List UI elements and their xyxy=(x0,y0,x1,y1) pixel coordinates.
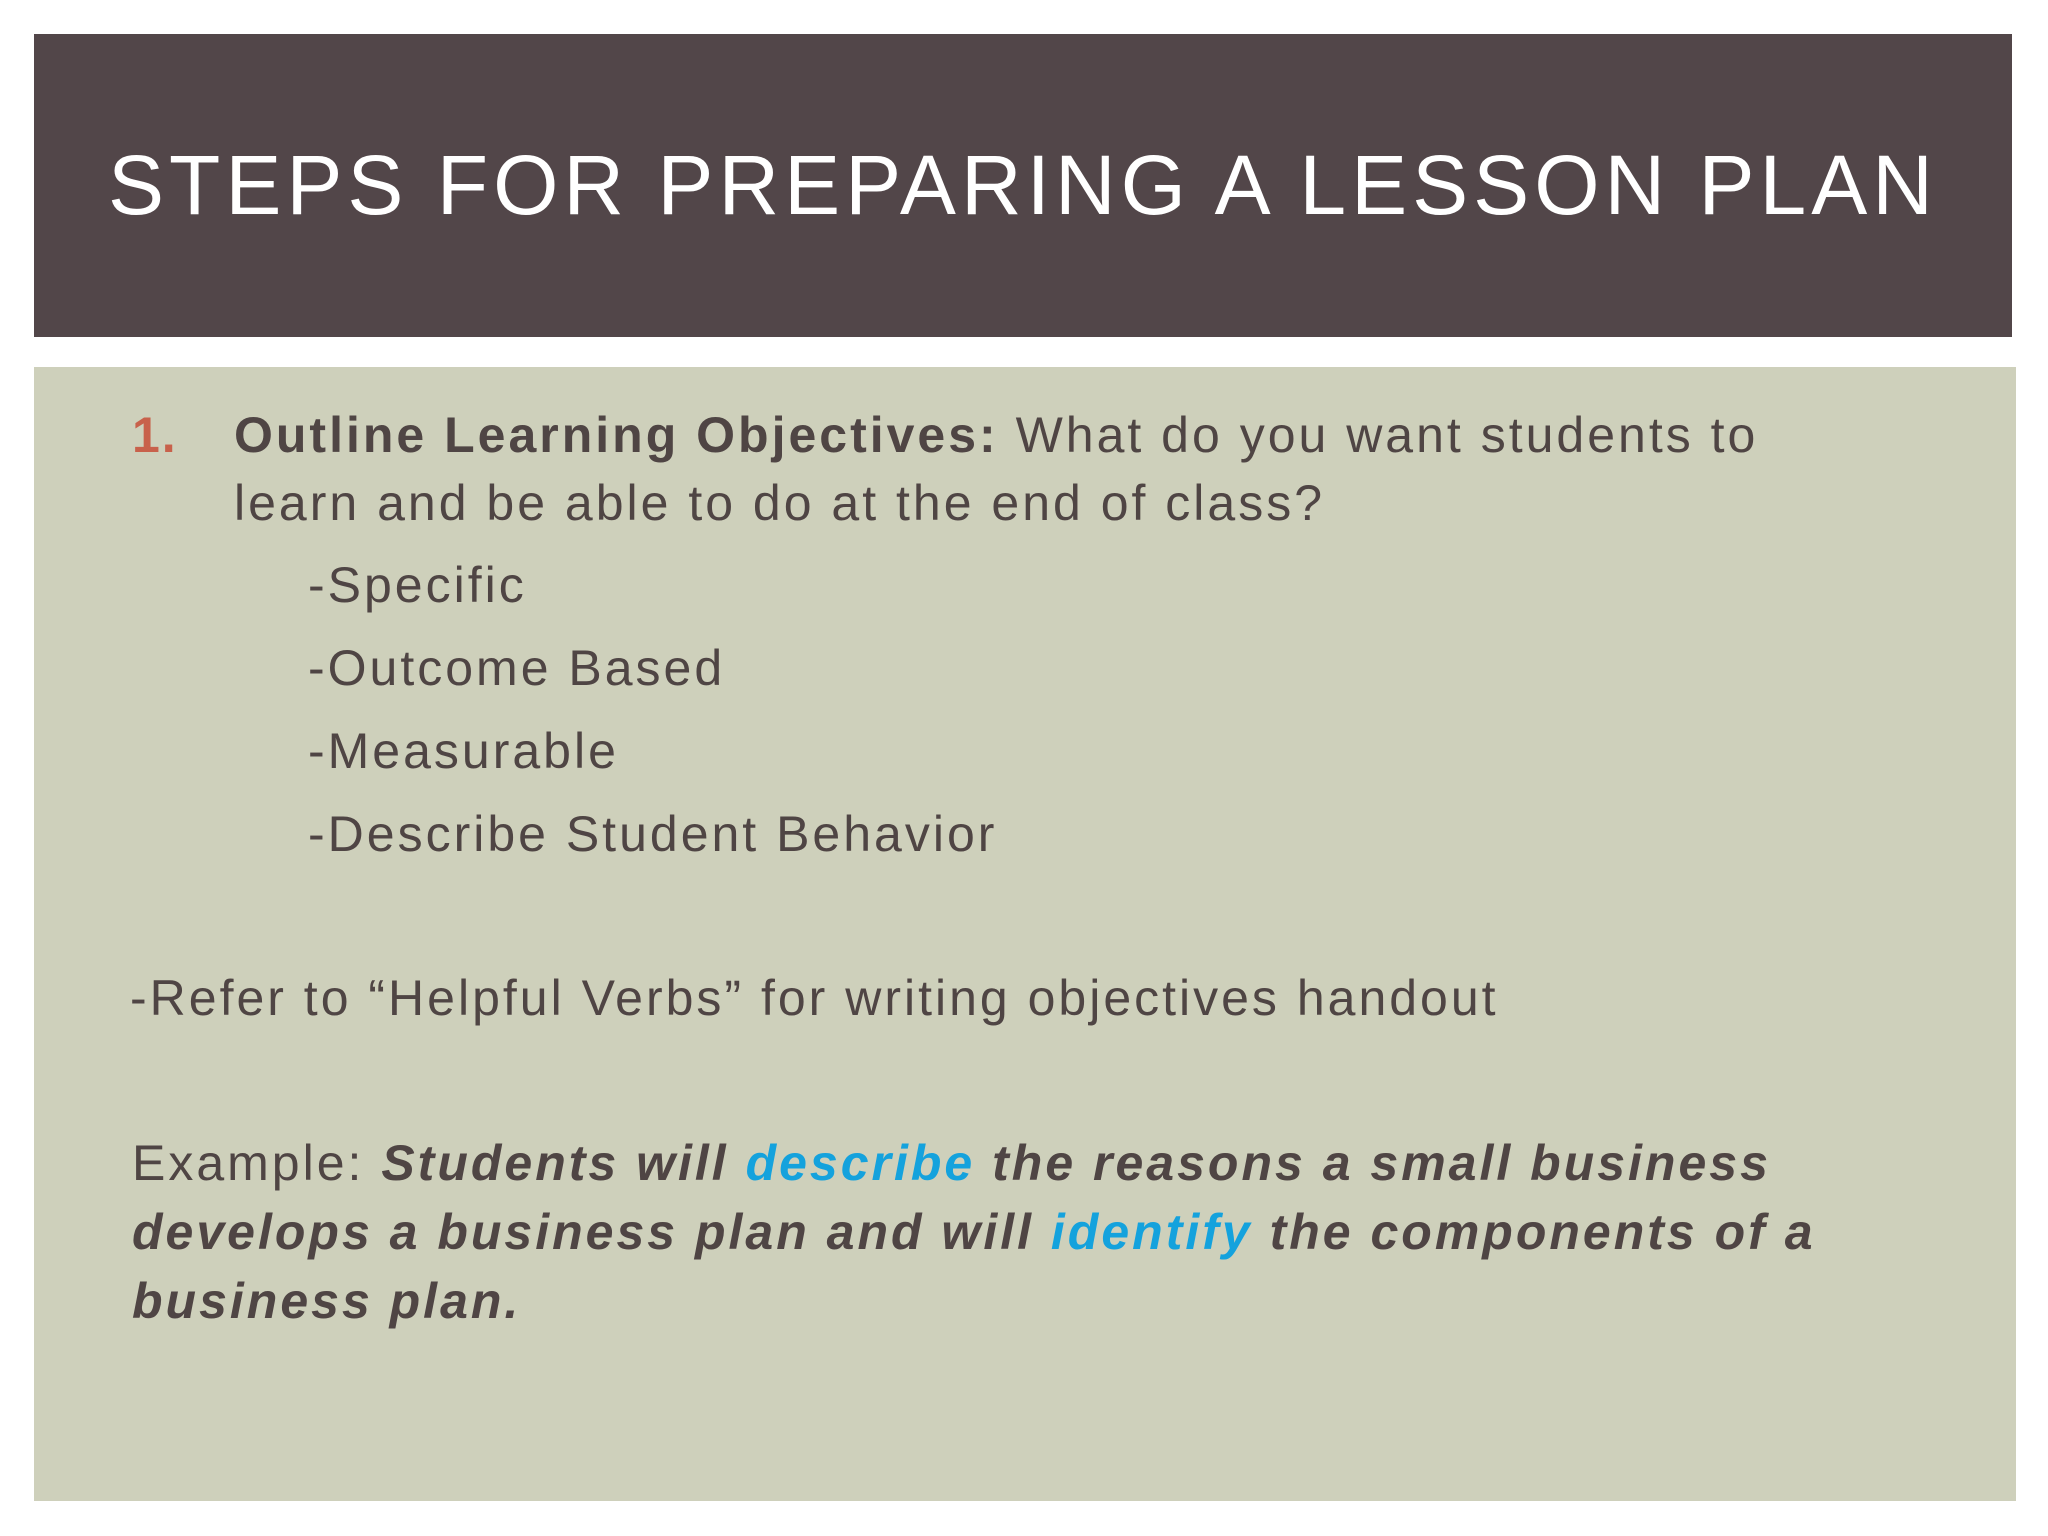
criteria-measurable: -Measurable xyxy=(308,723,619,779)
objective-heading: Outline Learning Objectives: xyxy=(234,407,999,463)
verb-describe: describe xyxy=(745,1135,976,1191)
example-text-1a: Students will xyxy=(381,1135,746,1191)
example-text-2b: the components of a xyxy=(1252,1204,1816,1260)
objective-question-part2: learn and be able to do at the end of class? xyxy=(234,475,1326,531)
criteria-specific: -Specific xyxy=(308,557,527,613)
example-line-3: business plan. xyxy=(132,1273,522,1329)
reference-note: -Refer to “Helpful Verbs” for writing objectives handout xyxy=(130,970,1499,1026)
example-text-1b: the reasons a small business xyxy=(975,1135,1771,1191)
criteria-describe-behavior: -Describe Student Behavior xyxy=(308,806,998,862)
title-bar xyxy=(34,34,2012,337)
list-number: 1. xyxy=(132,407,178,463)
verb-identify: identify xyxy=(1050,1204,1253,1260)
objective-line-1 xyxy=(234,400,1758,470)
criteria-outcome-based: -Outcome Based xyxy=(308,640,726,696)
slide-title: STEPS FOR PREPARING A LESSON PLAN xyxy=(108,138,1938,232)
example-line-1 xyxy=(132,1128,1771,1198)
example-label: Example: xyxy=(132,1135,382,1191)
objective-question-part1: What do you want students to xyxy=(998,407,1759,463)
example-line-2 xyxy=(132,1197,1816,1267)
example-text-2a: develops a business plan and will xyxy=(132,1204,1051,1260)
